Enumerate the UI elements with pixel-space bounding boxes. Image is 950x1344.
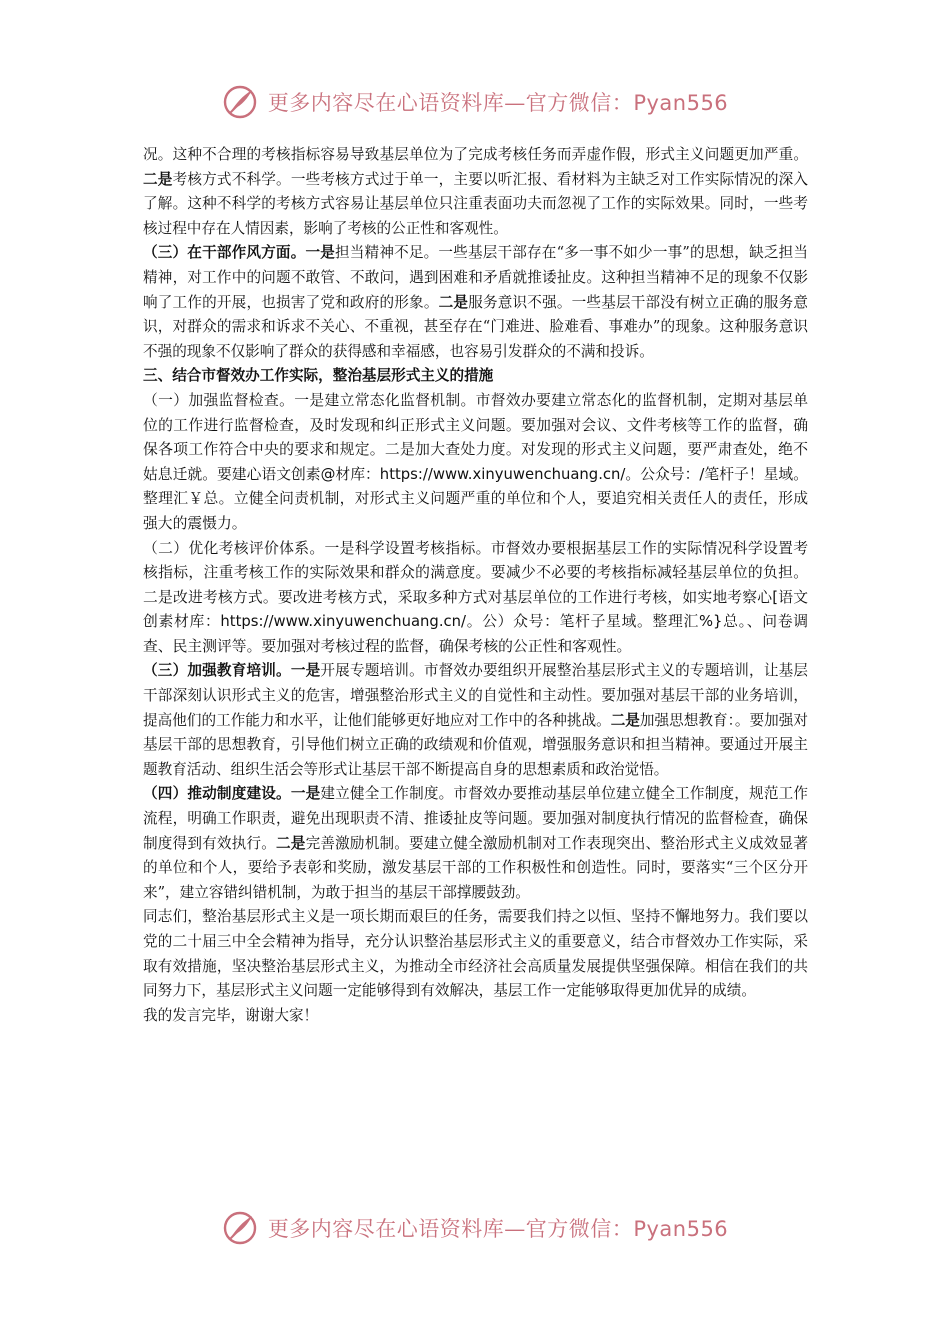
quill-logo-icon <box>222 84 258 120</box>
text-run: 考核方式不科学。一些考核方式过于单一，主要以听汇报、看材料为主缺乏对工作实际情况的深入了解。这种不科学的考核方式容易让基层单位只注重表面功夫而忽视了工作的实际效果。同时，一些考核过程中存在人情因素，影响了考核的公正性和客观性。 <box>143 170 808 237</box>
bold-run: 二是 <box>276 834 306 852</box>
bold-run: 三、结合市督效办工作实际，整治基层形式主义的措施 <box>143 367 494 385</box>
bold-run: （三）在干部作风方面。一是 <box>143 244 336 262</box>
text-run: 建立健全工作制度。市督效办要推动基层单位建立健全工作制度，规范工作流程，明确工作职责，避免出现职责不清、推诿扯皮等问题。要加强对制度执行情况的监督检查，确保制度得到有效执行。 <box>143 785 808 852</box>
footer-banner <box>0 1206 950 1250</box>
document-body <box>143 143 808 1028</box>
text-run: 加强思想教育：。要加强对基层干部的思想教育，引导他们树立正确的政绩观和价值观，增强服务意识和担当精神。要通过开展主题教育活动、组织生活会等形式让基层干部不断提高自身的思想素质和政治觉悟。 <box>143 711 808 778</box>
paragraph <box>143 1004 808 1029</box>
text-run: （一）加强监督检查。一是建立常态化监督机制。市督效办要建立常态化的监督机制，定期对基层单位的工作进行监督检查，及时发现和纠正形式主义问题。要加强对会议、文件考核等工作的监督，确保各项工作符合中央的要求和规定。二是加大查处力度。对发现的形式主义问题，要严肃查处，绝不姑息迁就。要建心语文创素@材库：https://www.xinyuwenchuang.cn/。公众号：/笔杆子！星域。整理汇￥总。立健全问责机制，对形式主义问题严重的单位和个人，要追究相关责任人的责任，形成强大的震慑力。 <box>143 391 808 532</box>
text-run: 开展专题培训。市督效办要组织开展整治基层形式主义的专题培训，让基层干部深刻认识形式主义的危害，增强整治形式主义的自觉性和主动性。要加强对基层干部的业务培训，提高他们的工作能力和水平，让他们能够更好地应对工作中的各种挑战。 <box>143 662 808 729</box>
bold-run: 二是 <box>143 170 173 188</box>
text-run: 况。这种不合理的考核指标容易导致基层单位为了完成考核任务而弄虚作假，形式主义问题更加严重。 <box>143 146 808 163</box>
text-run: 服务意识不强。一些基层干部没有树立正确的服务意识，对群众的需求和诉求不关心、不重视，甚至存在“门难进、脸难看、事难办”的现象。这种服务意识不强的现象不仅影响了群众的获得感和幸福感，也容易引发群众的不满和投诉。 <box>143 293 808 360</box>
banner-text <box>268 1213 728 1243</box>
bold-run: 二是 <box>438 293 469 311</box>
text-run: 完善激励机制。要建立健全激励机制对工作表现突出、整治形式主义成效显著的单位和个人，要给予表彰和奖励，激发基层干部的工作积极性和创造性。同时，要落实“三个区分开来”，建立容错纠错机制，为敢于担当的基层干部撑腰鼓劲。 <box>143 834 808 901</box>
wechat-id: Pyan556 <box>633 1217 729 1241</box>
banner-label: 更多内容尽在心语资料库—官方微信： <box>267 91 634 115</box>
text-run: （二）优化考核评价体系。一是科学设置考核指标。市督效办要根据基层工作的实际情况科学设置考核指标，注重考核工作的实际效果和群众的满意度。要减少不必要的考核指标减轻基层单位的负担。二是改进考核方式。要改进考核方式，采取多种方式对基层单位的工作进行考核，如实地考察心[语文创素材库：https://www.xinyuwenchuang.cn/。公）众号：笔杆子星域。整理汇%}总。、问卷调查、民主测评等。要加强对考核过程的监督，确保考核的公正性和客观性。 <box>143 539 808 655</box>
header-banner <box>0 80 950 124</box>
bold-run: 二是 <box>610 711 640 729</box>
quill-logo-icon <box>222 1210 258 1246</box>
banner-text <box>268 87 728 117</box>
paragraph <box>143 389 808 537</box>
paragraph <box>143 659 808 782</box>
paragraph <box>143 241 808 364</box>
paragraph <box>143 537 808 660</box>
wechat-id: Pyan556 <box>633 91 729 115</box>
text-run: 我的发言完毕，谢谢大家！ <box>143 1006 319 1024</box>
paragraph <box>143 143 808 241</box>
paragraph <box>143 364 808 389</box>
bold-run: （三）加强教育培训。一是 <box>143 662 321 680</box>
paragraph <box>143 782 808 905</box>
paragraph <box>143 905 808 1003</box>
text-run: 同志们，整治基层形式主义是一项长期而艰巨的任务，需要我们持之以恒、坚持不懈地努力。我们要以党的二十届三中全会精神为指导，充分认识整治基层形式主义的重要意义，结合市督效办工作实际，采取有效措施，坚决整治基层形式主义，为推动全市经济社会高质量发展提供坚强保障。相信在我们的共同努力下，基层形式主义问题一定能够得到有效解决，基层工作一定能够取得更加优异的成绩。 <box>143 908 808 1000</box>
text-run: 担当精神不足。一些基层干部存在“多一事不如少一事”的思想，缺乏担当精神，对工作中的问题不敢管、不敢问，遇到困难和矛盾就推诿扯皮。这种担当精神不足的现象不仅影响了工作的开展，也损害了党和政府的形象。 <box>143 244 808 311</box>
bold-run: （四）推动制度建设。一是 <box>143 785 321 803</box>
banner-label: 更多内容尽在心语资料库—官方微信： <box>267 1217 634 1241</box>
